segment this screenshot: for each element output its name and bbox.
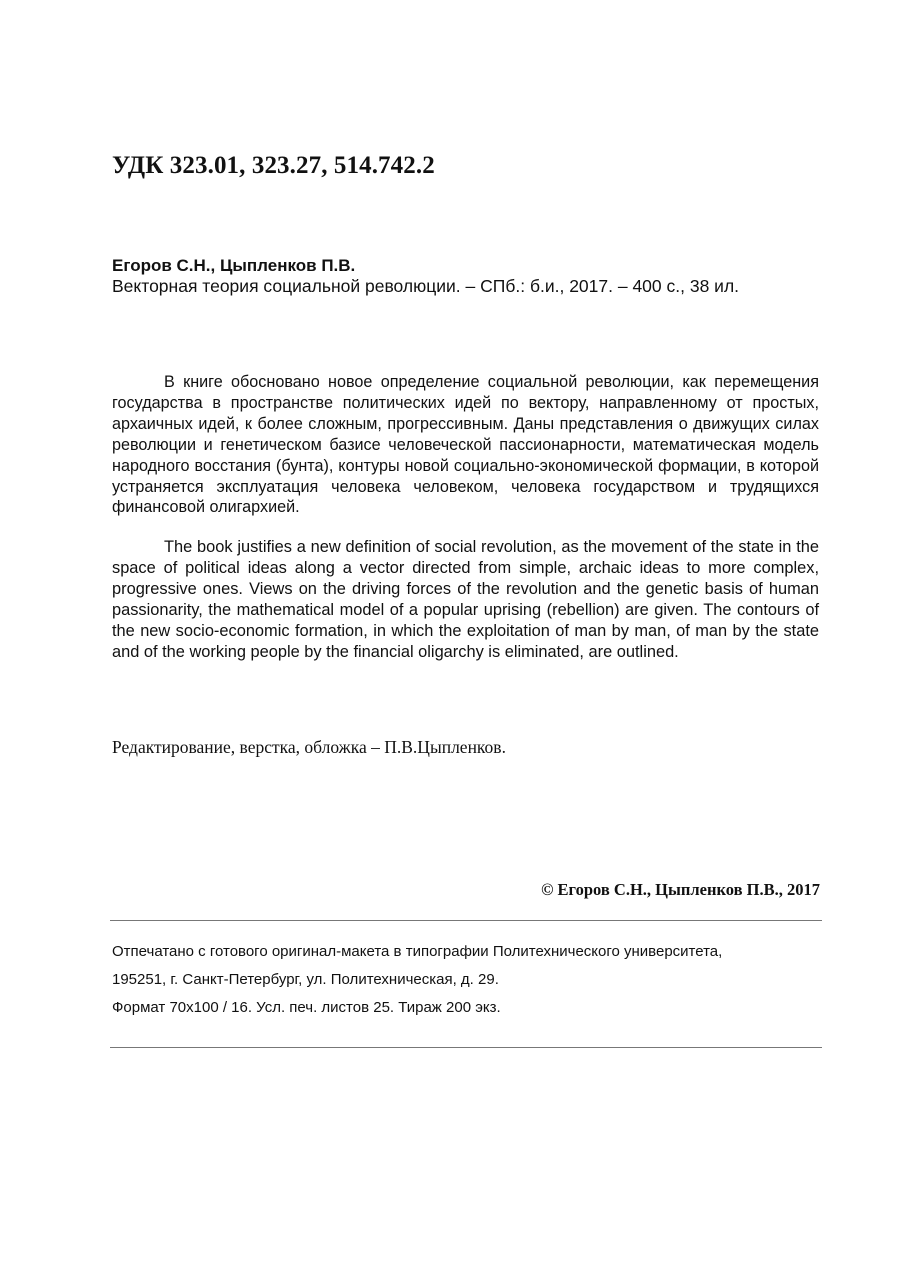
bibliographic-citation: Векторная теория социальной революции. – СПб.: б.и., 2017. – 400 с., 38 ил.: [112, 276, 740, 296]
divider-top: [110, 920, 822, 921]
authors: Егоров С.Н., Цыпленков П.В.: [112, 256, 356, 275]
copyright-notice: © Егоров С.Н., Цыпленков П.В., 2017: [541, 880, 820, 899]
divider-bottom: [110, 1047, 822, 1048]
udk-classification: УДК 323.01, 323.27, 514.742.2: [112, 152, 435, 179]
abstract-russian: В книге обосновано новое определение социальной революции, как перемещения государства в пространстве политических идей по вектору, направленному от простых, архаичных идей, к более сложным, прогрессивным. Даны представления о движущих силах революции и генетическом базисе человеческой пассионарности, математическая модель народного восстания (бунта), контуры новой социально-экономической формации, в которой устраняется эксплуатация человека человеком, человека государством и трудящихся финансовой олигархией.: [112, 373, 819, 517]
editing-credits: Редактирование, верстка, обложка – П.В.Цыпленков.: [112, 737, 506, 757]
imprint-printer: Отпечатано с готового оригинал-макета в типографии Политехнического университета,: [112, 943, 723, 960]
imprint-address: 195251, г. Санкт-Петербург, ул. Политехническая, д. 29.: [112, 971, 499, 988]
imprint-format: Формат 70х100 / 16. Усл. печ. листов 25. Тираж 200 экз.: [112, 999, 501, 1016]
abstract-english: The book justifies a new definition of social revolution, as the movement of the state in the space of political ideas along a vector directed from simple, archaic ideas to more complex, progressive ones. Views on the driving forces of the revolution and the genetic basis of human passionarity, the mathematical model of a popular uprising (rebellion) are given. The contours of the new socio-economic formation, in which the exploitation of man by man, of man by the state and of the working people by the financial oligarchy is eliminated, are outlined.: [112, 538, 819, 661]
